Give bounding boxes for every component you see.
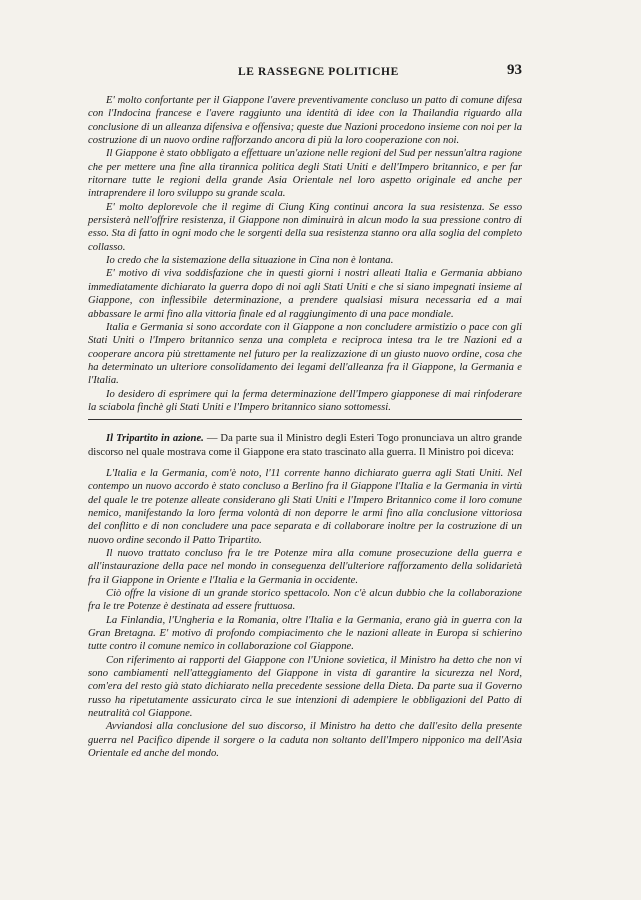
section-text: — Da parte sua il Ministro degli Esteri Togo pronunciava un altro grande discorso nel quale mostrava come il Giappone era stato trascinato alla guerra. Il Ministro poi diceva: <box>88 433 522 458</box>
paragraph: Con riferimento ai rapporti del Giappone con l'Unione sovietica, il Ministro ha detto che non vi sono cambiamenti nell'atteggiamento del Giappone in vista di garantire la sicurezza nel Nord, com'era del resto già stato dichiarato nella precedente sessione della Dieta. Da parte sua il Governo russo ha ripetutamente assicurato circa le sue intenzioni di adempiere le obbligazioni del Patto di neutralità col Giappone. <box>88 654 522 720</box>
page-body <box>88 94 522 761</box>
running-head: LE RASSEGNE POLITICHE <box>238 66 399 78</box>
paragraph: Avviandosi alla conclusione del suo discorso, il Ministro ha detto che dall'esito della presente guerra nel Pacifico dipende il sorgere o la caduta non soltanto dell'Impero nipponico ma dell'Asia Orientale ed anche del mondo. <box>88 721 522 760</box>
paragraph: Il Giappone è stato obbligato a effettuare un'azione nelle regioni del Sud per nessun'altra ragione che per mettere una fine alla tirannica politica degli Stati Uniti e dell'Impero britannico, e per far ritornare tutte le regioni della grande Asia Orientale nel loro aspetto originale ed anche per intraprendere il loro sviluppo su grande scala. <box>88 148 522 200</box>
quoted-speech-2 <box>88 467 522 761</box>
paragraph: L'Italia e la Germania, com'è noto, l'11 corrente hanno dichiarato guerra agli Stati Uniti. Nel contempo un nuovo accordo è stato concluso a Berlino fra il Giappone l'Italia e la Germania in virtù del quale le tre potenze alleate considerano gli Stati Uniti e l'Impero Britannico come il loro comune nemico, manifestando la loro ferma volontà di non deporre le armi fino alla conclusione vittoriosa del conflitto e di non concludere una pace separata e di collaborare inoltre per la costruzione di un nuovo ordine secondo il Patto Tripartito. <box>88 467 522 546</box>
paragraph: Italia e Germania si sono accordate con il Giappone a non concludere armistizio o pace con gli Stati Uniti o l'Impero britannico senza una completa e reciproca intesa tra le tre Nazioni ed a cooperare ancora più strettamente nel futuro per la realizzazione di un giusto nuovo ordine, cosa che ha determinato un ulteriore consolidamento dei legami dell'alleanza fra il Giappone, la Germania e l'Italia. <box>88 321 522 387</box>
paragraph: E' molto confortante per il Giappone l'avere preventivamente concluso un patto di comune difesa con l'Indocina francese e l'avere raggiunto una identità di idee con la Thailandia riguardo alla conclusione di un alleanza difensiva e offensiva; queste due Nazioni procedono insieme con noi per la costruzione di un nuovo ordine rafforzando ancora di più la loro cooperazione con noi. <box>88 95 522 147</box>
paragraph: Io desidero di esprimere qui la ferma determinazione dell'Impero giapponese di mai rinfoderare la sciabola finchè gli Stati Uniti e l'Impero britannico siano sottomessi. <box>88 388 522 413</box>
paragraph: La Finlandia, l'Ungheria e la Romania, oltre l'Italia e la Germania, erano già in guerra con la Gran Bretagna. E' motivo di profondo compiacimento che le nazioni alleate in Europa si schierino tutte contro il comune nemico in collaborazione col Giappone. <box>88 614 522 653</box>
paragraph: Ciò offre la visione di un grande storico spettacolo. Non c'è alcun dubbio che la collaborazione fra le tre Potenze è destinata ad essere fruttuosa. <box>88 588 522 613</box>
paragraph: E' molto deplorevole che il regime di Ciung King continui ancora la sua resistenza. Se esso persisterà nell'offrire resistenza, il Giappone non diminuirà in alcun modo la sua pressione contro di esso. Sta di fatto in ogni modo che le sorgenti della sua resistenza stanno ora alla soglia del completo collasso. <box>88 201 522 253</box>
paragraph: E' motivo di viva soddisfazione che in questi giorni i nostri alleati Italia e Germania abbiano immediatamente dichiarato la guerra dopo di noi agli Stati Uniti e che si siano impegnati insieme al Giappone, con inflessibile determinazione, a prendere qualsiasi misura necessaria ed a mai abbassare le armi fino alla vittoria finale ed al raggiungimento di una pace mondiale. <box>88 268 522 320</box>
page-header <box>88 62 522 84</box>
paragraph: Io credo che la sistemazione della situazione in Cina non è lontana. <box>106 255 394 267</box>
quoted-speech-1 <box>88 94 522 414</box>
section-divider <box>88 419 522 420</box>
section-title: Il Tripartito in azione. <box>106 433 204 445</box>
paragraph: Il nuovo trattato concluso fra le tre Potenze mira alla comune prosecuzione della guerra e all'instaurazione della pace nel mondo in conseguenza dell'ulteriore rafforzamento della solidarietà fra il Giappone in Oriente e l'Italia e la Germania in occidente. <box>88 548 522 586</box>
section-paragraph <box>88 432 522 459</box>
page-number: 93 <box>507 62 522 78</box>
